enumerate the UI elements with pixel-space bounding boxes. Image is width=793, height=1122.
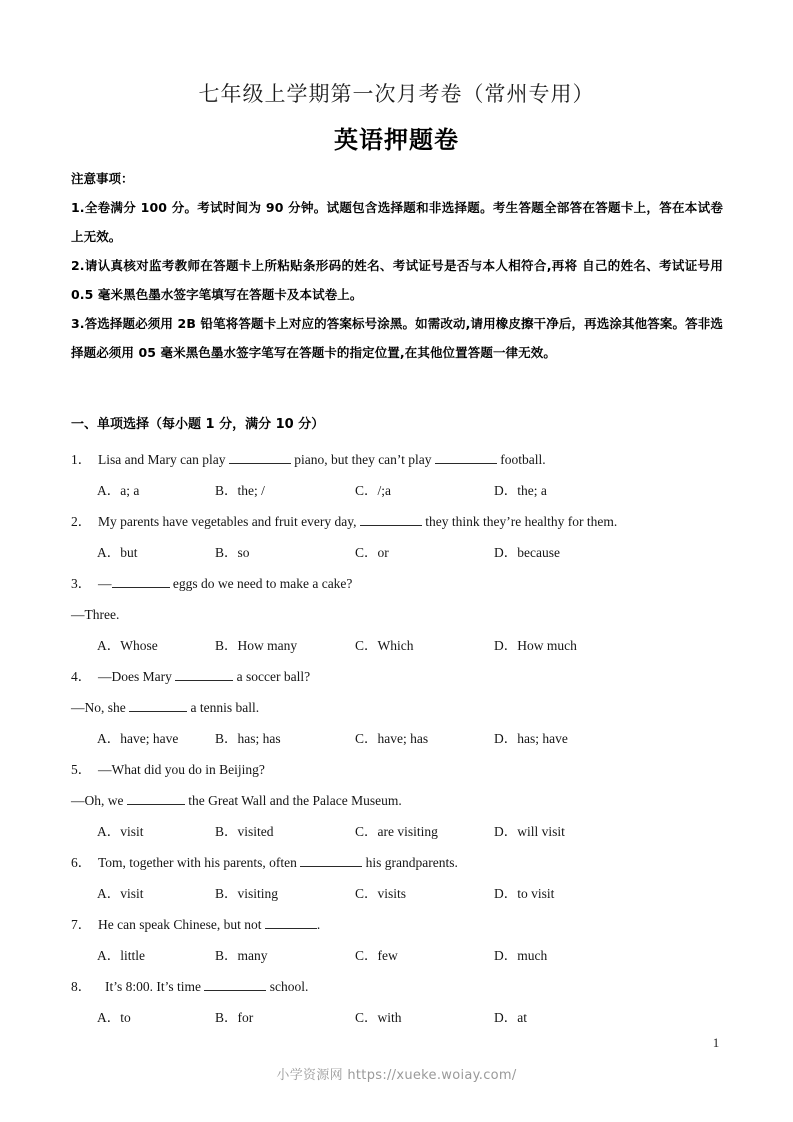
question-text-post: school. — [266, 979, 309, 994]
question-text: Lisa and Mary can play — [98, 452, 229, 467]
question-text: —What did you do in Beijing? — [98, 762, 265, 777]
continuation-text-pre: —Oh, we — [71, 793, 127, 808]
notice-heading: 注意事项： — [71, 171, 134, 186]
option-row — [0, 537, 793, 568]
answer-blank — [112, 575, 170, 588]
question-stem — [0, 568, 793, 599]
continuation-text-pre: —No, she — [71, 700, 130, 715]
question-text-post: . — [316, 917, 321, 932]
option-d[interactable]: D．will visit — [494, 824, 565, 839]
question-continuation — [0, 692, 793, 723]
option-c[interactable]: C．few — [355, 948, 398, 963]
option-d[interactable]: D．because — [494, 545, 560, 560]
question-text-post: football. — [496, 452, 546, 467]
option-a[interactable]: A．a; a — [97, 483, 140, 498]
option-a[interactable]: A．little — [97, 948, 145, 963]
question-stem — [0, 909, 793, 940]
question-text: My parents have vegetables and fruit every day, — [98, 514, 360, 529]
option-a[interactable]: A．visit — [97, 824, 144, 839]
option-c[interactable]: C．have; has — [355, 731, 429, 746]
question-number: 7． — [71, 917, 92, 932]
option-a[interactable]: A．have; have — [97, 731, 179, 746]
notice-item-1: 1.全卷满分 100 分。考试时间为 90 分钟。试题包含选择题和非选择题。考生答题全部答在答题卡上，答在本试卷上无效。 — [71, 200, 723, 244]
question-number: 3． — [71, 576, 92, 591]
option-row — [0, 1002, 793, 1033]
option-c[interactable]: C．Which — [355, 638, 414, 653]
question-stem — [0, 971, 793, 1002]
option-a[interactable]: A．but — [97, 545, 138, 560]
option-a[interactable]: A．Whose — [97, 638, 158, 653]
question-text: —Does Mary — [98, 669, 176, 684]
notice-item-2: 2.请认真核对监考教师在答题卡上所粘贴条形码的姓名、考试证号是否与本人相符合,再将 自己的姓名、考试证号用 0.5 毫米黑色墨水签字笔填写在答题卡及本试卷上。 — [71, 258, 723, 302]
continuation-text: —Three. — [71, 607, 120, 622]
answer-blank — [360, 513, 422, 526]
option-row — [0, 816, 793, 847]
option-d[interactable]: D．How much — [494, 638, 577, 653]
option-row — [0, 475, 793, 506]
section-heading-multiple-choice: 一、单项选择（每小题 1 分，满分 10 分） — [71, 417, 325, 432]
answer-blank — [127, 792, 185, 805]
answer-blank — [265, 916, 317, 929]
question-stem — [0, 754, 793, 785]
question-number: 4． — [71, 669, 92, 684]
question-number: 8． — [71, 979, 92, 994]
question-text-post: a soccer ball? — [233, 669, 311, 684]
question-text-post: they think they’re healthy for them. — [421, 514, 618, 529]
option-c[interactable]: C．or — [355, 545, 389, 560]
question-continuation — [0, 785, 793, 816]
question-text: It’s 8:00. It’s time — [105, 979, 205, 994]
option-c[interactable]: C．are visiting — [355, 824, 438, 839]
answer-blank — [204, 978, 266, 991]
option-c[interactable]: C．/;a — [355, 483, 391, 498]
option-b[interactable]: B．visited — [215, 824, 274, 839]
option-a[interactable]: A．visit — [97, 886, 144, 901]
answer-blank — [229, 451, 291, 464]
question-text: He can speak Chinese, but not — [98, 917, 265, 932]
option-d[interactable]: D．much — [494, 948, 548, 963]
question-text-mid: piano, but they can’t play — [290, 452, 435, 467]
question-list — [0, 444, 793, 1033]
option-row — [0, 630, 793, 661]
option-a[interactable]: A．to — [97, 1010, 131, 1025]
question-text: Tom, together with his parents, often — [98, 855, 301, 870]
question-number: 5． — [71, 762, 92, 777]
answer-blank — [129, 699, 187, 712]
question-number: 1． — [71, 452, 92, 467]
option-b[interactable]: B．How many — [215, 638, 298, 653]
option-b[interactable]: B．has; has — [215, 731, 281, 746]
option-b[interactable]: B．many — [215, 948, 268, 963]
question-number: 2． — [71, 514, 92, 529]
option-row — [0, 940, 793, 971]
page-title-main: 七年级上学期第一次月考卷（常州专用） — [198, 82, 595, 106]
option-d[interactable]: D．has; have — [494, 731, 568, 746]
option-b[interactable]: B．visiting — [215, 886, 279, 901]
option-d[interactable]: D．at — [494, 1010, 527, 1025]
answer-blank — [435, 451, 497, 464]
option-b[interactable]: B．for — [215, 1010, 254, 1025]
question-stem — [0, 847, 793, 878]
option-row — [0, 878, 793, 909]
question-stem — [0, 444, 793, 475]
option-c[interactable]: C．with — [355, 1010, 402, 1025]
answer-blank — [300, 854, 362, 867]
notice-block — [71, 164, 723, 367]
page-title-sub: 英语押题卷 — [334, 126, 459, 154]
option-row — [0, 723, 793, 754]
question-stem — [0, 506, 793, 537]
continuation-text-post: a tennis ball. — [187, 700, 260, 715]
answer-blank — [175, 668, 233, 681]
question-continuation — [0, 599, 793, 630]
option-b[interactable]: B．the; / — [215, 483, 265, 498]
question-stem — [0, 661, 793, 692]
question-number: 6． — [71, 855, 92, 870]
question-text-post: his grandparents. — [362, 855, 458, 870]
question-text-post: eggs do we need to make a cake? — [169, 576, 353, 591]
continuation-text-post: the Great Wall and the Palace Museum. — [184, 793, 402, 808]
question-text: — — [98, 576, 112, 591]
notice-item-3: 3.答选择题必须用 2B 铅笔将答题卡上对应的答案标号涂黑。如需改动,请用橡皮擦干净后，再选涂其他答案。答非选择题必须用 05 毫米黑色墨水签字笔写在答题卡的指定位置,在其他位置答题一律无效。 — [71, 316, 723, 360]
watermark-footer: 小学资源网 https://xueke.woiay.com/ — [276, 1068, 517, 1083]
option-c[interactable]: C．visits — [355, 886, 407, 901]
option-b[interactable]: B．so — [215, 545, 250, 560]
page-number: 1 — [712, 1035, 720, 1050]
option-d[interactable]: D．to visit — [494, 886, 555, 901]
option-d[interactable]: D．the; a — [494, 483, 547, 498]
